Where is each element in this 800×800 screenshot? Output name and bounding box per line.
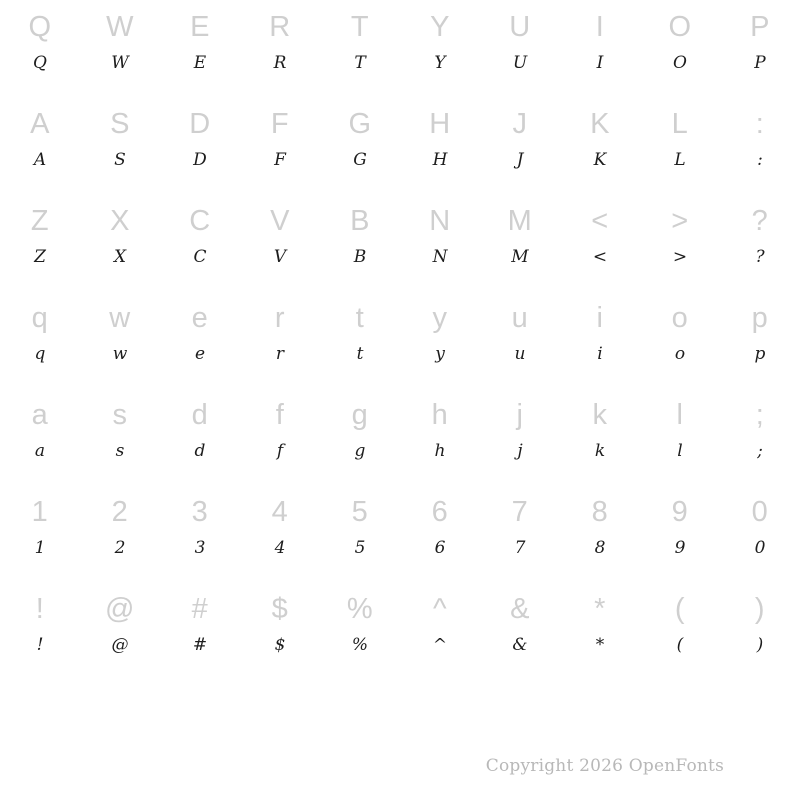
glyph-reference: O	[668, 11, 692, 43]
glyph-reference: *	[594, 593, 606, 625]
glyph-reference: 4	[271, 496, 289, 528]
glyph-cell	[240, 392, 320, 489]
glyph-sample: 4	[274, 538, 286, 558]
glyph-reference: e	[191, 302, 209, 334]
glyph-reference: E	[190, 11, 210, 43]
glyph-cell	[720, 101, 800, 198]
glyph-sample: :	[757, 150, 763, 170]
glyph-sample: q	[34, 344, 46, 364]
glyph-sample: 9	[674, 538, 686, 558]
glyph-reference: M	[507, 205, 533, 237]
glyph-reference: (	[674, 593, 686, 625]
glyph-cell	[0, 4, 80, 101]
glyph-sample: ^	[432, 635, 448, 655]
glyph-cell	[560, 101, 640, 198]
glyph-sample: $	[274, 635, 286, 655]
glyph-reference: V	[270, 205, 290, 237]
glyph-cell	[160, 295, 240, 392]
glyph-cell	[160, 4, 240, 101]
glyph-reference: t	[355, 302, 365, 334]
glyph-cell	[560, 198, 640, 295]
glyph-cell	[560, 392, 640, 489]
glyph-reference: y	[432, 302, 448, 334]
row-digits	[0, 489, 800, 586]
glyph-reference: 0	[751, 496, 769, 528]
glyph-sample: y	[435, 344, 445, 364]
glyph-cell	[480, 586, 560, 683]
glyph-cell	[0, 489, 80, 586]
glyph-reference: G	[348, 108, 372, 140]
glyph-sample: t	[356, 344, 364, 364]
glyph-sample: C	[193, 247, 207, 267]
glyph-cell	[160, 489, 240, 586]
glyph-cell	[320, 586, 400, 683]
glyph-cell	[160, 586, 240, 683]
glyph-cell	[640, 295, 720, 392]
glyph-cell	[240, 198, 320, 295]
glyph-reference: j	[516, 399, 524, 431]
glyph-cell	[640, 4, 720, 101]
glyph-sample: g	[354, 441, 366, 461]
glyph-reference: A	[30, 108, 50, 140]
glyph-reference: )	[754, 593, 766, 625]
glyph-sample: ?	[755, 247, 765, 267]
glyph-cell	[720, 586, 800, 683]
glyph-cell	[560, 489, 640, 586]
glyph-reference: <	[591, 205, 609, 237]
footer	[0, 756, 800, 776]
glyph-sample: @	[111, 635, 129, 655]
glyph-cell	[320, 4, 400, 101]
glyph-reference: @	[105, 593, 135, 625]
glyph-cell	[320, 101, 400, 198]
glyph-reference: h	[431, 399, 449, 431]
glyph-sample: 5	[354, 538, 366, 558]
glyph-cell	[720, 489, 800, 586]
glyph-sample: Q	[33, 53, 47, 73]
glyph-reference: a	[31, 399, 49, 431]
row-qwerty-upper	[0, 4, 800, 101]
glyph-sample: 7	[514, 538, 526, 558]
glyph-cell	[0, 198, 80, 295]
glyph-sample: T	[354, 53, 366, 73]
glyph-sample: F	[274, 150, 286, 170]
glyph-sample: J	[516, 150, 524, 170]
glyph-reference: &	[510, 593, 530, 625]
glyph-cell	[720, 295, 800, 392]
glyph-sample: X	[113, 247, 127, 267]
glyph-sample: A	[33, 150, 47, 170]
glyph-reference: 7	[511, 496, 529, 528]
glyph-sample: l	[677, 441, 683, 461]
glyph-sample: 1	[34, 538, 46, 558]
glyph-cell	[80, 586, 160, 683]
glyph-reference: 1	[31, 496, 49, 528]
glyph-sample: a	[34, 441, 46, 461]
glyph-reference: k	[592, 399, 608, 431]
glyph-sample: B	[353, 247, 367, 267]
glyph-reference: ^	[432, 593, 448, 625]
glyph-cell	[160, 198, 240, 295]
glyph-reference: r	[274, 302, 286, 334]
glyph-reference: P	[750, 11, 770, 43]
glyph-sample: 8	[594, 538, 606, 558]
glyph-sample: E	[193, 53, 207, 73]
glyph-reference: f	[275, 399, 285, 431]
glyph-cell	[480, 392, 560, 489]
row-symbols	[0, 586, 800, 683]
glyph-reference: J	[512, 108, 528, 140]
glyph-reference: N	[429, 205, 451, 237]
glyph-sample: I	[596, 53, 604, 73]
glyph-reference: !	[35, 593, 45, 625]
glyph-cell	[400, 586, 480, 683]
glyph-sample: p	[754, 344, 766, 364]
glyph-sample: V	[273, 247, 287, 267]
glyph-cell	[480, 295, 560, 392]
glyph-reference: Y	[430, 11, 450, 43]
glyph-cell	[80, 198, 160, 295]
glyph-reference: g	[351, 399, 369, 431]
glyph-sample: k	[594, 441, 606, 461]
glyph-sample: 2	[114, 538, 126, 558]
glyph-sample: )	[756, 635, 764, 655]
glyph-reference: S	[110, 108, 130, 140]
glyph-reference: :	[755, 108, 765, 140]
glyph-cell	[400, 101, 480, 198]
glyph-sample: &	[512, 635, 528, 655]
glyph-sample: K	[593, 150, 607, 170]
glyph-cell	[240, 489, 320, 586]
glyph-reference: p	[751, 302, 769, 334]
glyph-cell	[720, 198, 800, 295]
glyph-reference: D	[189, 108, 211, 140]
glyph-sample: *	[595, 635, 605, 655]
glyph-cell	[320, 295, 400, 392]
glyph-reference: $	[271, 593, 289, 625]
glyph-cell	[80, 295, 160, 392]
glyph-cell	[480, 101, 560, 198]
glyph-reference: F	[270, 108, 290, 140]
glyph-reference: 5	[351, 496, 369, 528]
glyph-reference: d	[191, 399, 209, 431]
glyph-cell	[640, 392, 720, 489]
glyph-cell	[720, 392, 800, 489]
glyph-reference: B	[350, 205, 370, 237]
glyph-sample: 3	[194, 538, 206, 558]
glyph-sample: Y	[434, 53, 446, 73]
glyph-sample: r	[275, 344, 285, 364]
glyph-sample: d	[194, 441, 206, 461]
glyph-sample: U	[512, 53, 528, 73]
glyph-reference: W	[106, 11, 134, 43]
glyph-cell	[0, 295, 80, 392]
glyph-sample: G	[353, 150, 367, 170]
row-qwerty-lower	[0, 295, 800, 392]
glyph-cell	[240, 586, 320, 683]
glyph-reference: H	[429, 108, 451, 140]
glyph-sample: W	[111, 53, 129, 73]
glyph-cell	[320, 198, 400, 295]
copyright-notice: Copyright 2026 OpenFonts	[485, 756, 724, 776]
glyph-reference: s	[112, 399, 128, 431]
glyph-sample: (	[676, 635, 684, 655]
glyph-reference: q	[31, 302, 49, 334]
glyph-sample: Z	[34, 247, 46, 267]
glyph-reference: C	[189, 205, 211, 237]
glyph-cell	[400, 295, 480, 392]
glyph-sample: <	[592, 247, 608, 267]
glyph-reference: 2	[111, 496, 129, 528]
glyph-cell	[720, 4, 800, 101]
glyph-sample: o	[674, 344, 686, 364]
glyph-sample: e	[194, 344, 206, 364]
glyph-reference: #	[191, 593, 209, 625]
glyph-sample: w	[112, 344, 128, 364]
glyph-cell	[80, 392, 160, 489]
glyph-sample: %	[351, 635, 369, 655]
glyph-cell	[400, 489, 480, 586]
glyph-reference: K	[590, 108, 610, 140]
glyph-sample: 0	[754, 538, 766, 558]
glyph-reference: w	[109, 302, 131, 334]
glyph-cell	[640, 101, 720, 198]
glyph-sample: R	[273, 53, 287, 73]
glyph-cell	[560, 586, 640, 683]
glyph-cell	[400, 4, 480, 101]
glyph-cell	[80, 489, 160, 586]
glyph-cell	[80, 4, 160, 101]
glyph-sample: O	[673, 53, 687, 73]
glyph-reference: u	[511, 302, 529, 334]
glyph-reference: R	[269, 11, 291, 43]
glyph-sample: !	[36, 635, 44, 655]
glyph-cell	[240, 101, 320, 198]
glyph-cell	[480, 489, 560, 586]
glyph-cell	[320, 489, 400, 586]
glyph-sample: M	[511, 247, 529, 267]
glyph-cell	[560, 295, 640, 392]
glyph-cell	[640, 586, 720, 683]
glyph-cell	[400, 392, 480, 489]
glyph-cell	[160, 392, 240, 489]
glyph-sample: u	[514, 344, 526, 364]
glyph-reference: i	[596, 302, 604, 334]
glyph-sample: j	[517, 441, 523, 461]
row-zxcv-upper	[0, 198, 800, 295]
glyph-reference: o	[671, 302, 689, 334]
glyph-cell	[480, 198, 560, 295]
glyph-sample: P	[754, 53, 766, 73]
glyph-cell	[640, 489, 720, 586]
glyph-reference: 6	[431, 496, 449, 528]
glyph-cell	[0, 392, 80, 489]
glyph-sample: H	[432, 150, 448, 170]
glyph-cell	[240, 295, 320, 392]
glyph-reference: Z	[30, 205, 50, 237]
glyph-reference: Q	[28, 11, 52, 43]
glyph-sample: s	[115, 441, 125, 461]
glyph-reference: 9	[671, 496, 689, 528]
glyph-reference: l	[676, 399, 684, 431]
glyph-sample: >	[672, 247, 688, 267]
glyph-cell	[640, 198, 720, 295]
glyph-sample: ;	[757, 441, 763, 461]
glyph-cell	[320, 392, 400, 489]
glyph-reference: I	[595, 11, 605, 43]
glyph-sample: i	[597, 344, 603, 364]
glyph-cell	[400, 198, 480, 295]
glyph-reference: X	[110, 205, 130, 237]
glyph-sample: #	[192, 635, 208, 655]
glyph-sample: 6	[434, 538, 446, 558]
glyph-reference: T	[350, 11, 370, 43]
row-asdf-upper	[0, 101, 800, 198]
glyph-cell	[560, 4, 640, 101]
glyph-sample: N	[432, 247, 448, 267]
glyph-reference: ;	[755, 399, 765, 431]
glyph-cell	[0, 101, 80, 198]
glyph-sample: h	[434, 441, 446, 461]
glyph-reference: >	[671, 205, 689, 237]
glyph-reference: %	[346, 593, 374, 625]
row-asdf-lower	[0, 392, 800, 489]
glyph-sample: S	[114, 150, 126, 170]
glyph-cell	[240, 4, 320, 101]
glyph-reference: U	[509, 11, 531, 43]
glyph-cell	[480, 4, 560, 101]
glyph-cell	[80, 101, 160, 198]
glyph-reference: L	[671, 108, 689, 140]
glyph-cell	[0, 586, 80, 683]
glyph-reference: 3	[191, 496, 209, 528]
glyph-sample: L	[674, 150, 686, 170]
glyph-sample: D	[193, 150, 207, 170]
glyph-reference: 8	[591, 496, 609, 528]
glyph-cell	[160, 101, 240, 198]
glyph-reference: ?	[751, 205, 769, 237]
glyph-sample: f	[276, 441, 284, 461]
